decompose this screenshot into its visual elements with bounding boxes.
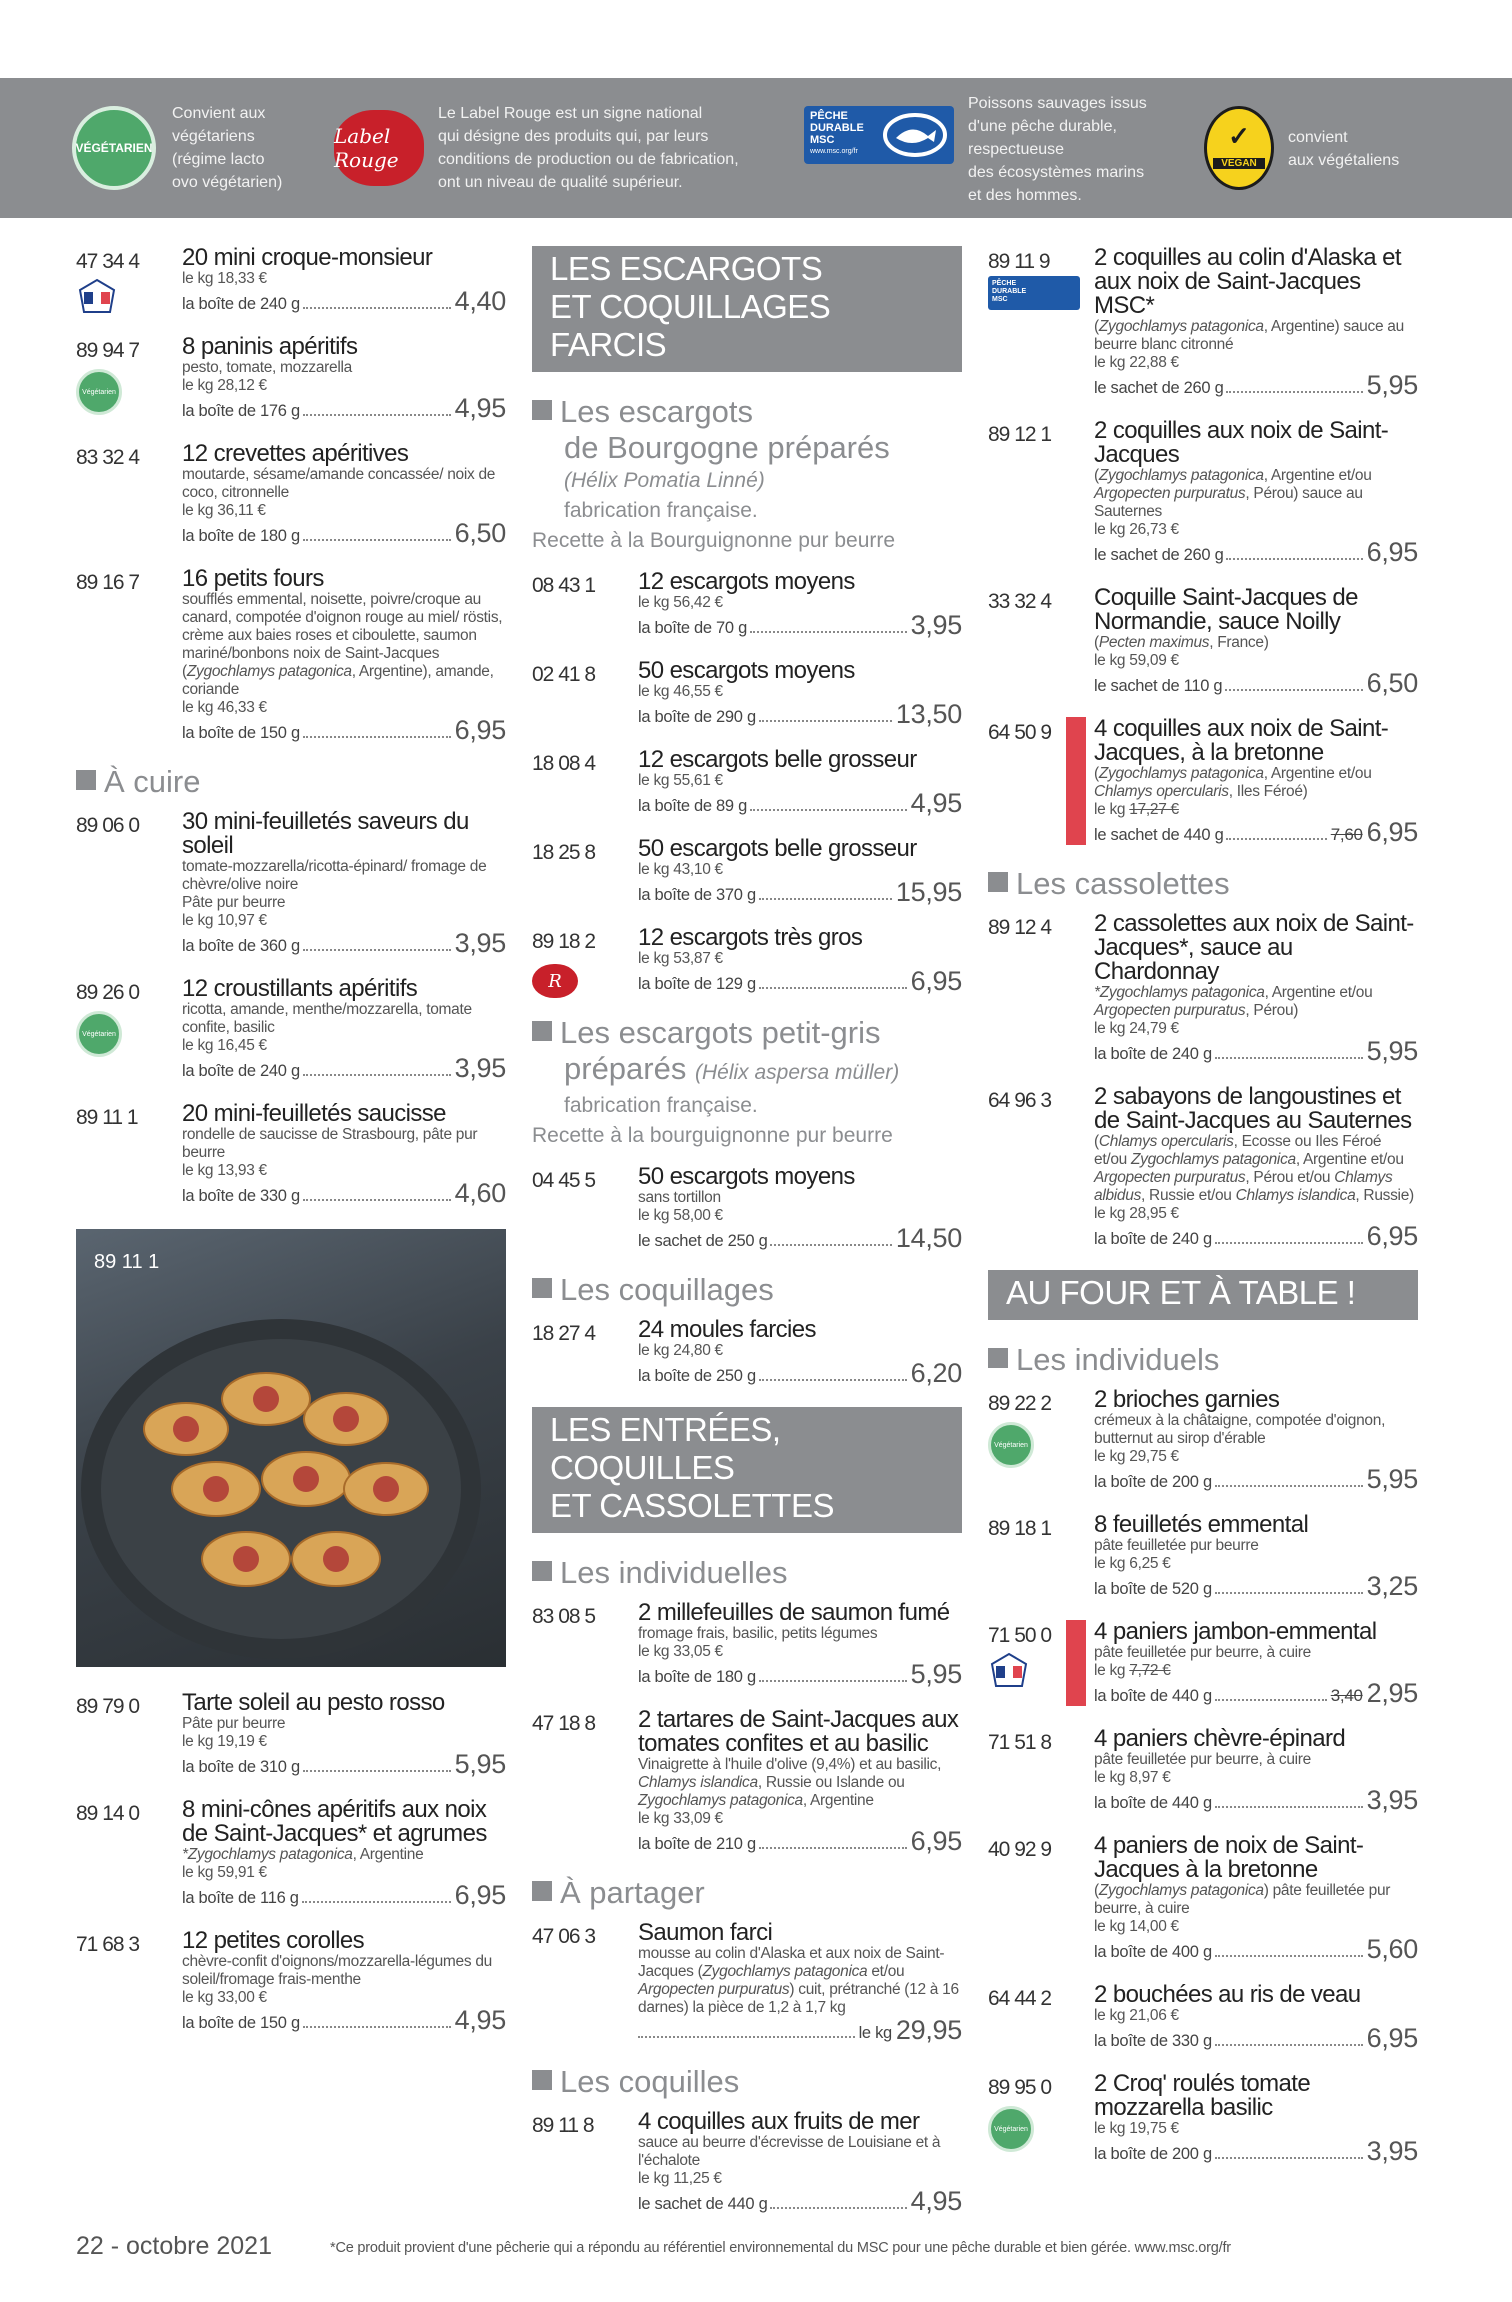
price: 2,95: [1366, 1678, 1418, 1708]
product-item: [988, 246, 1418, 399]
product-name: 8 paninis apéritifs: [182, 333, 358, 360]
price: 15,95: [895, 877, 962, 907]
price-line: la boîte de 520 g 3,25: [1094, 1571, 1418, 1601]
product-item: [76, 567, 506, 744]
promo-bar: [1066, 717, 1086, 845]
product-name: 12 escargots très gros: [638, 924, 863, 951]
price-line: la boîte de 240 g 6,95: [1094, 1221, 1418, 1251]
product-code: 47 18 8: [532, 1712, 596, 1735]
product-name: 12 crevettes apéritives: [182, 440, 409, 467]
price-per-kg: le kg 56,42 €: [638, 594, 723, 611]
price-line: la boîte de 400 g 5,60: [1094, 1934, 1418, 1964]
product-desc: (Zygochlamys patagonica, Argentine) sauce au beurre blanc citronné: [1094, 318, 1404, 353]
product-item: [532, 2110, 962, 2215]
section-entrees: LES ENTRÉES, COQUILLES ET CASSOLETTES: [532, 1407, 962, 1533]
price-per-kg: le kg 43,10 €: [638, 861, 723, 878]
product-item: [532, 1318, 962, 1387]
product-name: 2 Croq' roulés tomate mozzarella basilic: [1094, 2070, 1311, 2121]
product-name: 24 moules farcies: [638, 1316, 816, 1343]
price-per-kg: le kg 21,06 €: [1094, 2007, 1179, 2024]
product-code: 89 12 4: [988, 916, 1052, 939]
subsection-bourgogne: Les escargots de Bourgogne préparés: [532, 394, 962, 466]
label-rouge-legend-text: Le Label Rouge est un signe national qui désigne des produits qui, par leurs conditions de production ou de fabrication, ont un niveau de qualité supérieur.: [438, 105, 739, 191]
promo-bar: [1066, 1620, 1086, 1706]
price-line: la boîte de 116 g 6,95: [182, 1880, 506, 1910]
product-desc: sans tortillon: [638, 1189, 721, 1206]
price-line: le sachet de 110 g 6,50: [1094, 668, 1418, 698]
product-item: [988, 1388, 1418, 1493]
product-desc: pâte feuilletée pur beurre, à cuire: [1094, 1751, 1311, 1768]
old-price: 3,40: [1330, 1686, 1363, 1705]
price-per-kg: le kg 33,09 €: [638, 1810, 723, 1827]
price: 4,95: [454, 2005, 506, 2035]
price-per-kg: le kg 26,73 €: [1094, 521, 1179, 538]
product-name: 2 coquilles au colin d'Alaska et aux noix de Saint-Jacques MSC*: [1094, 244, 1401, 319]
product-code: 89 18 2: [532, 930, 596, 953]
product-code: 18 27 4: [532, 1322, 596, 1345]
price-line: le sachet de 440 g 4,95: [638, 2186, 962, 2216]
product-code: 89 18 1: [988, 1517, 1052, 1540]
price: 6,95: [1366, 2023, 1418, 2053]
price-per-kg: le kg 13,93 €: [182, 1162, 267, 1179]
product-desc: mousse au colin d'Alaska et aux noix de Saint-Jacques (Zygochlamys patagonica et/ou Argopecten purpuratus) cuit, prétranché (12 à 16 darnes) la pièce de 1,2 à 1,7 kg: [638, 1945, 959, 2016]
product-desc: pâte feuilletée pur beurre: [1094, 1537, 1259, 1554]
price-per-kg: le kg 10,97 €: [182, 912, 267, 929]
product-name: 12 petites corolles: [182, 1927, 365, 1954]
price-per-kg: le kg 33,00 €: [182, 1989, 267, 2006]
vegetarien-icon: Végétarien: [76, 1011, 122, 1057]
recette-note: Recette à la Bourguignonne pur beurre: [532, 529, 896, 552]
product-code: 89 11 1: [76, 1106, 138, 1129]
price: 6,50: [1366, 668, 1418, 698]
product-code: 89 06 0: [76, 814, 140, 837]
product-code: 47 34 4: [76, 250, 140, 273]
product-desc: moutarde, sésame/amande concassée/ noix de coco, citronnelle: [182, 466, 496, 501]
price: 4,40: [454, 286, 506, 316]
price: 6,95: [910, 966, 962, 996]
price-line: la boîte de 240 g 5,95: [1094, 1036, 1418, 1066]
price: 29,95: [895, 2015, 962, 2045]
product-item: [532, 570, 962, 639]
product-code: 71 51 8: [988, 1731, 1052, 1754]
price: 5,95: [1366, 1464, 1418, 1494]
product-desc: tomate-mozzarella/ricotta-épinard/ fromage de chèvre/olive noire: [182, 858, 487, 893]
product-name: 50 escargots moyens: [638, 657, 855, 684]
product-desc: *Zygochlamys patagonica, Argentine: [182, 1846, 424, 1863]
column-3: [988, 246, 1418, 2185]
price: 5,60: [1366, 1934, 1418, 1964]
vegetarien-badge-icon: VÉGÉTARIEN: [72, 106, 156, 190]
section-escargots: LES ESCARGOTS ET COQUILLAGES FARCIS: [532, 246, 962, 372]
product-item: [988, 2072, 1418, 2165]
product-name: 20 mini croque-monsieur: [182, 244, 433, 271]
product-code: 89 14 0: [76, 1802, 140, 1825]
subsection-a-partager: À partager: [532, 1875, 962, 1911]
vegetarien-icon: Végétarien: [76, 369, 122, 415]
price-line: la boîte de 240 g 3,95: [182, 1053, 506, 1083]
product-photo: [76, 1229, 506, 1667]
product-code: 83 08 5: [532, 1605, 596, 1628]
product-desc: sauce au beurre d'écrevisse de Louisiane et à l'échalote: [638, 2134, 941, 2169]
price-per-kg: le kg 6,25 €: [1094, 1555, 1171, 1572]
price-line: la boîte de 330 g 6,95: [1094, 2023, 1418, 2053]
msc-footnote: *Ce produit provient d'une pêcherie qui a répondu au référentiel environnemental du MSC pour une pêche durable et bien gérée. www.msc.org/fr: [330, 2240, 1231, 2256]
price-per-kg: le kg 28,95 €: [1094, 1205, 1179, 1222]
product-name: 4 coquilles aux noix de Saint-Jacques, à la bretonne: [1094, 715, 1389, 766]
product-item: [76, 977, 506, 1082]
price-line: la boîte de 210 g 6,95: [638, 1826, 962, 1856]
product-code: 33 32 4: [988, 590, 1052, 613]
product-item: [532, 1921, 962, 2044]
product-name: Tarte soleil au pesto rosso: [182, 1689, 445, 1716]
price-per-kg: le kg 58,00 €: [638, 1207, 723, 1224]
price: 5,95: [910, 1659, 962, 1689]
product-desc: Vinaigrette à l'huile d'olive (9,4%) et au basilic, Chlamys islandica, Russie ou Islande ou Zygochlamys patagonica, Argentine: [638, 1756, 942, 1809]
product-desc: pesto, tomate, mozzarella: [182, 359, 352, 376]
price: 5,95: [1366, 1036, 1418, 1066]
price-per-kg: le kg 24,80 €: [638, 1342, 723, 1359]
price-line: le sachet de 260 g 6,95: [1094, 537, 1418, 567]
price: 13,50: [895, 699, 962, 729]
product-name: 4 paniers de noix de Saint-Jacques à la bretonne: [1094, 1832, 1364, 1883]
subsection-individuels: Les individuels: [988, 1342, 1418, 1378]
product-name: 50 escargots moyens: [638, 1163, 855, 1190]
product-code: 89 26 0: [76, 981, 140, 1004]
price-line: la boîte de 200 g 5,95: [1094, 1464, 1418, 1494]
msc-icon: PÊCHE DURABLE MSC: [988, 276, 1080, 310]
product-code: 64 50 9: [988, 721, 1052, 744]
price: 6,95: [910, 1826, 962, 1856]
price-per-kg: le kg 46,55 €: [638, 683, 723, 700]
price-line: la boîte de 440 g 3,95: [1094, 1785, 1418, 1815]
product-name: 4 paniers chèvre-épinard: [1094, 1725, 1346, 1752]
latin-name: (Hélix Pomatia Linné): [564, 469, 765, 492]
product-item: [532, 926, 962, 995]
product-desc: ricotta, amande, menthe/mozzarella, tomate confite, basilic: [182, 1001, 472, 1036]
product-desc: (Zygochlamys patagonica, Argentine et/ou Argopecten purpuratus, Pérou) sauce au Sauternes: [1094, 467, 1372, 520]
product-item: [76, 442, 506, 547]
price: 3,95: [454, 1053, 506, 1083]
price-per-kg: le kg 53,87 €: [638, 950, 723, 967]
legend-banner: [0, 78, 1512, 218]
product-item: [76, 246, 506, 315]
product-code: 02 41 8: [532, 663, 596, 686]
vegan-badge-icon: ✓ VEGAN: [1204, 106, 1274, 190]
price-per-kg: le kg 7,72 €: [1094, 1662, 1171, 1679]
label-rouge-icon: R: [532, 964, 578, 998]
price-line: la boîte de 200 g 3,95: [1094, 2136, 1418, 2166]
product-desc: rondelle de saucisse de Strasbourg, pâte pur beurre: [182, 1126, 478, 1161]
subsection-coquillages: Les coquillages: [532, 1272, 962, 1308]
product-name: 4 coquilles aux fruits de mer: [638, 2108, 920, 2135]
product-name: 2 millefeuilles de saumon fumé: [638, 1599, 950, 1626]
price-line: la boîte de 360 g 3,95: [182, 928, 506, 958]
product-desc: soufflés emmental, noisette, poivre/croque au canard, compotée d'oignon rouge au miel/ röstis, crème aux baies roses et ciboulette, saumon mariné/bonbons noix de Saint-Jacques (Zygochlamys patagonica, Argentine), amande, coriande: [182, 591, 503, 698]
product-item: [988, 1085, 1418, 1250]
product-code: 47 06 3: [532, 1925, 596, 1948]
product-desc: pâte feuilletée pur beurre, à cuire: [1094, 1644, 1311, 1661]
price-per-kg: le kg 59,09 €: [1094, 652, 1179, 669]
product-desc: (Zygochlamys patagonica) pâte feuilletée pur beurre, à cuire: [1094, 1882, 1391, 1917]
price-per-kg: le kg 36,11 €: [182, 502, 266, 519]
product-item: [76, 1691, 506, 1778]
product-name: Coquille Saint-Jacques de Normandie, sauce Noilly: [1094, 584, 1358, 635]
price: 6,95: [1366, 1221, 1418, 1251]
product-item: [532, 1165, 962, 1252]
product-name: Saumon farci: [638, 1919, 773, 1946]
price-line: la boîte de 150 g 4,95: [182, 2005, 506, 2035]
product-code: 71 68 3: [76, 1933, 140, 1956]
product-code: 89 22 2: [988, 1392, 1052, 1415]
price-line: la boîte de 240 g 4,40: [182, 286, 506, 316]
product-name: 2 tartares de Saint-Jacques aux tomates confites et au basilic: [638, 1706, 959, 1757]
product-name: 2 cassolettes aux noix de Saint-Jacques*, sauce au Chardonnay: [1094, 910, 1414, 985]
price-line: le kg 29,95: [638, 2017, 962, 2044]
price-line: la boîte de 370 g 15,95: [638, 877, 962, 907]
origine-france-icon: [76, 278, 118, 316]
price-line: la boîte de 176 g 4,95: [182, 393, 506, 423]
product-item: [76, 335, 506, 422]
recette-note: Recette à la bourguignonne pur beurre: [532, 1124, 893, 1147]
product-item: [532, 1708, 962, 1855]
product-desc: Pâte pur beurre: [182, 1715, 286, 1732]
price: 3,95: [454, 928, 506, 958]
price: 4,60: [454, 1178, 506, 1208]
price-line: le sachet de 260 g 5,95: [1094, 370, 1418, 400]
section-au-four: AU FOUR ET À TABLE !: [988, 1270, 1418, 1320]
price-per-kg: le kg 8,97 €: [1094, 1769, 1171, 1786]
photo-code: 89 11 1: [94, 1251, 160, 1273]
price-line: le sachet de 440 g 7,60 6,95: [1094, 817, 1418, 847]
origine-france-icon: [988, 1652, 1030, 1690]
product-name: 2 brioches garnies: [1094, 1386, 1280, 1413]
product-code: 71 50 0: [988, 1624, 1052, 1647]
product-extra: Pâte pur beurre: [182, 894, 286, 911]
vegan-legend-text: convient aux végétaliens: [1288, 129, 1400, 169]
price: 6,95: [454, 1880, 506, 1910]
price-line: la boîte de 310 g 5,95: [182, 1749, 506, 1779]
price: 4,95: [910, 2186, 962, 2216]
product-item-promo: [988, 1620, 1418, 1707]
pastry-plate-illustration: [76, 1229, 506, 1667]
price-line: la boîte de 250 g 6,20: [638, 1358, 962, 1388]
price-line: la boîte de 150 g 6,95: [182, 715, 506, 745]
product-item: [76, 1798, 506, 1909]
old-price: 7,60: [1330, 825, 1363, 844]
product-code: 40 92 9: [988, 1838, 1052, 1861]
product-code: 89 95 0: [988, 2076, 1052, 2099]
price-per-kg: le kg 14,00 €: [1094, 1918, 1179, 1935]
fish-icon: [882, 112, 948, 158]
product-name: 2 sabayons de langoustines et de Saint-Jacques au Sauternes: [1094, 1083, 1412, 1134]
msc-badge-icon: PÊCHE DURABLE MSC www.msc.org/fr: [804, 106, 954, 164]
product-item: [988, 912, 1418, 1065]
price-per-kg: le kg 16,45 €: [182, 1037, 267, 1054]
price-per-kg: le kg 11,25 €: [638, 2170, 722, 2187]
price-line: la boîte de 330 g 4,60: [182, 1178, 506, 1208]
price-per-kg: le kg 55,61 €: [638, 772, 723, 789]
product-name: 16 petits fours: [182, 565, 324, 592]
product-name: 12 escargots belle grosseur: [638, 746, 917, 773]
product-code: 89 12 1: [988, 423, 1052, 446]
price-per-kg: le kg 28,12 €: [182, 377, 267, 394]
label-rouge-badge-icon: Label Rouge: [334, 110, 424, 186]
product-desc: (Zygochlamys patagonica, Argentine et/ou Chlamys opercularis, Iles Féroé): [1094, 765, 1372, 800]
price-line: la boîte de 180 g 5,95: [638, 1659, 962, 1689]
product-item: [988, 1727, 1418, 1814]
product-name: 8 feuilletés emmental: [1094, 1511, 1309, 1538]
product-desc: fromage frais, basilic, petits légumes: [638, 1625, 878, 1642]
fabrication-note: fabrication française.: [564, 1094, 758, 1117]
product-code: 89 11 8: [532, 2114, 594, 2137]
product-name: 2 coquilles aux noix de Saint-Jacques: [1094, 417, 1389, 468]
price-line: la boîte de 440 g 3,40 2,95: [1094, 1678, 1418, 1708]
product-item: [532, 1601, 962, 1688]
product-item: [988, 1834, 1418, 1963]
product-item: [532, 837, 962, 906]
price-line: la boîte de 70 g 3,95: [638, 610, 962, 640]
price-line: la boîte de 290 g 13,50: [638, 699, 962, 729]
product-name: 8 mini-cônes apéritifs aux noix de Saint-Jacques* et agrumes: [182, 1796, 487, 1847]
product-item: [988, 586, 1418, 697]
product-name: 12 croustillants apéritifs: [182, 975, 418, 1002]
price: 6,95: [454, 715, 506, 745]
price: 5,95: [1366, 370, 1418, 400]
product-name: 50 escargots belle grosseur: [638, 835, 917, 862]
product-desc: (Pecten maximus, France): [1094, 634, 1269, 651]
product-code: 64 44 2: [988, 1987, 1052, 2010]
price: 3,95: [910, 610, 962, 640]
price-per-kg: le kg 18,33 €: [182, 270, 267, 287]
product-name: 12 escargots moyens: [638, 568, 855, 595]
product-code: 89 79 0: [76, 1695, 140, 1718]
vegetarien-icon: Végétarien: [988, 2106, 1034, 2152]
product-item: [76, 1102, 506, 1207]
price: 6,50: [454, 518, 506, 548]
product-desc: *Zygochlamys patagonica, Argentine et/ou Argopecten purpuratus, Pérou): [1094, 984, 1373, 1019]
product-code: 83 32 4: [76, 446, 140, 469]
price: 4,95: [910, 788, 962, 818]
product-item: [532, 748, 962, 817]
subsection-cassolettes: Les cassolettes: [988, 866, 1418, 902]
page-footer-date: 22 - octobre 2021: [76, 2232, 272, 2260]
product-code: 64 96 3: [988, 1089, 1052, 1112]
product-desc: crémeux à la châtaigne, compotée d'oignon, butternut au sirop d'érable: [1094, 1412, 1386, 1447]
subsection-coquilles: Les coquilles: [532, 2064, 962, 2100]
price-per-kg: le kg 17,27 €: [1094, 801, 1179, 818]
product-item: [532, 659, 962, 728]
column-1: [76, 246, 506, 2054]
subsection-petit-gris: Les escargots petit-gris préparés (Hélix aspersa müller): [532, 1015, 962, 1091]
product-item: [76, 1929, 506, 2034]
product-item: [988, 1983, 1418, 2052]
price-per-kg: le kg 29,75 €: [1094, 1448, 1179, 1465]
product-code: 89 11 9: [988, 250, 1050, 273]
product-name: 20 mini-feuilletés saucisse: [182, 1100, 446, 1127]
product-code: 04 45 5: [532, 1169, 596, 1192]
product-item: [76, 810, 506, 957]
price: 6,95: [1366, 817, 1418, 847]
price-line: la boîte de 129 g 6,95: [638, 966, 962, 996]
price-per-kg: le kg 24,79 €: [1094, 1020, 1179, 1037]
product-name: 4 paniers jambon-emmental: [1094, 1618, 1377, 1645]
price-per-kg: le kg 59,91 €: [182, 1864, 267, 1881]
product-desc: chèvre-confit d'oignons/mozzarella-légumes du soleil/fromage frais-menthe: [182, 1953, 492, 1988]
price: 5,95: [454, 1749, 506, 1779]
price-line: le sachet de 250 g 14,50: [638, 1223, 962, 1253]
veg-legend-text: Convient aux végétariens (régime lacto ovo végétarien): [172, 105, 283, 191]
fabrication-note: fabrication française.: [564, 499, 758, 522]
price: 4,95: [454, 393, 506, 423]
product-item: [988, 419, 1418, 566]
price: 3,95: [1366, 1785, 1418, 1815]
product-item-promo: [988, 717, 1418, 846]
product-name: 2 bouchées au ris de veau: [1094, 1981, 1361, 2008]
price-per-kg: le kg 22,88 €: [1094, 354, 1179, 371]
price-line: la boîte de 89 g 4,95: [638, 788, 962, 818]
price-line: la boîte de 180 g 6,50: [182, 518, 506, 548]
msc-legend-text: Poissons sauvages issus d'une pêche durable, respectueuse des écosystèmes marins et des hommes.: [968, 95, 1147, 204]
product-code: 89 16 7: [76, 571, 140, 594]
product-name: 30 mini-feuilletés saveurs du soleil: [182, 808, 469, 859]
product-code: 18 25 8: [532, 841, 596, 864]
product-code: 89 94 7: [76, 339, 140, 362]
price-per-kg: le kg 46,33 €: [182, 699, 267, 716]
product-desc: (Chlamys opercularis, Ecosse ou Iles Féroé et/ou Zygochlamys patagonica, Argentine et/ou Argopecten purpuratus, Pérou et/ou Chlamys albidus, Russie et/ou Chlamys islandica, Russie): [1094, 1133, 1414, 1204]
product-code: 08 43 1: [532, 574, 596, 597]
column-2: [532, 246, 962, 2235]
price: 3,25: [1366, 1571, 1418, 1601]
price-per-kg: le kg 19,75 €: [1094, 2120, 1179, 2137]
price-per-kg: le kg 33,05 €: [638, 1643, 723, 1660]
price: 6,95: [1366, 537, 1418, 567]
vegetarien-icon: Végétarien: [988, 1422, 1034, 1468]
price: 3,95: [1366, 2136, 1418, 2166]
price: 14,50: [895, 1223, 962, 1253]
product-code: 18 08 4: [532, 752, 596, 775]
product-item: [988, 1513, 1418, 1600]
subsection-a-cuire: À cuire: [76, 764, 506, 800]
price: 6,20: [910, 1358, 962, 1388]
subsection-individuelles: Les individuelles: [532, 1555, 962, 1591]
price-per-kg: le kg 19,19 €: [182, 1733, 267, 1750]
